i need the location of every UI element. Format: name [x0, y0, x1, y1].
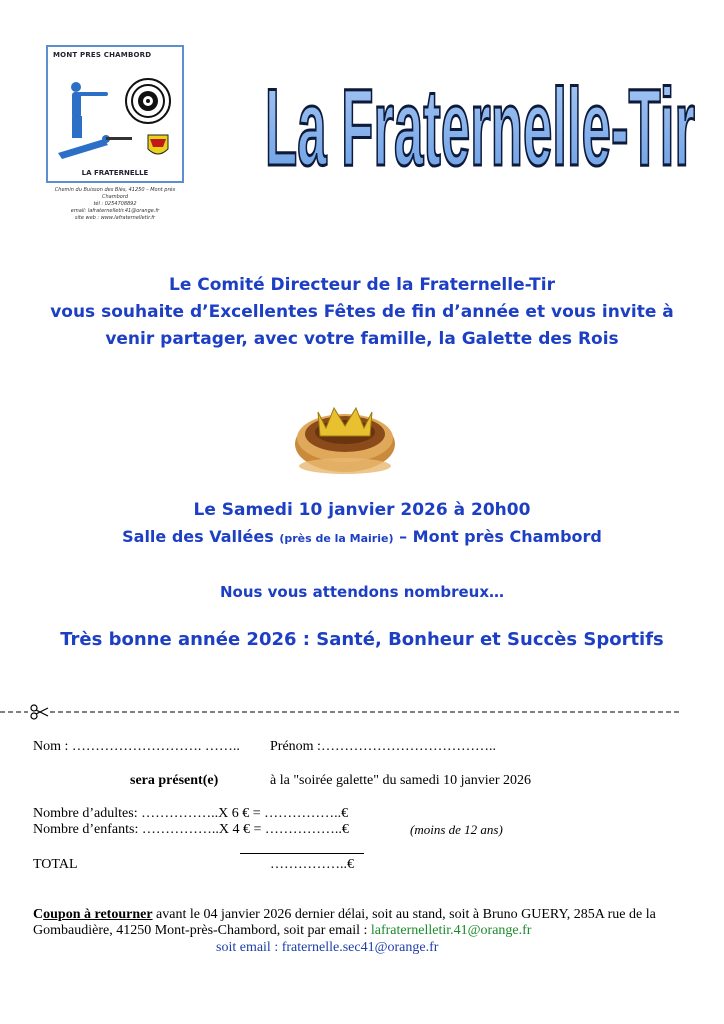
return-address-line	[33, 923, 531, 939]
info-address: Chemin du Buisson des Blés, 41250 – Mont près Chambord	[54, 187, 176, 200]
info-email: email: lafraternelletir.41@orange.fr	[70, 208, 160, 214]
address-text: Gombaudière, 41250 Mont-près-Chambord, soit par email :	[33, 923, 371, 938]
return-heading: oupon à retourner	[43, 907, 153, 922]
info-phone: tél : 0254708892	[93, 201, 137, 207]
page-title	[260, 40, 700, 210]
total-divider	[240, 853, 364, 854]
prone-shooter-icon	[58, 135, 132, 159]
intro-line-2: vous souhaite d’Excellentes Fêtes de fin d’année et vous invite à	[50, 302, 674, 322]
venue-town: – Mont près Chambord	[399, 527, 602, 546]
coat-of-arms-icon	[148, 135, 168, 154]
shooter-icon	[71, 82, 108, 138]
intro-message	[0, 272, 724, 353]
club-logo	[46, 45, 184, 183]
first-name-field: Prénom :………………………………..	[270, 739, 496, 754]
logo-top-text: MONT PRES CHAMBORD	[53, 51, 152, 59]
galette-des-rois-image	[290, 382, 400, 477]
return-initial: C	[33, 907, 44, 922]
intro-line-3: venir partager, avec votre famille, la Galette des Rois	[105, 329, 619, 349]
attendance-label: sera présent(e)	[130, 773, 219, 788]
total-label: TOTAL	[33, 857, 78, 872]
info-website: site web : www.lafraternelletir.fr	[74, 215, 156, 221]
cut-line	[0, 703, 724, 721]
event-date: Le Samedi 10 janvier 2026 à 20h00	[193, 500, 531, 520]
scissors-icon	[31, 705, 48, 719]
children-count-field: Nombre d’enfants: ……………..X 4 € = ……………..€	[33, 822, 349, 837]
club-contact-info	[46, 187, 184, 222]
logo-bottom-text: LA FRATERNELLE	[81, 169, 149, 177]
venue-note: (près de la Mairie)	[279, 532, 394, 545]
venue-name: Salle des Vallées	[122, 527, 274, 546]
email-link-2[interactable]: soit email : fraternelle.sec41@orange.fr	[216, 940, 439, 955]
return-instructions	[33, 906, 693, 923]
adults-count-field: Nombre d’adultes: ……………..X 6 € = ……………..€	[33, 806, 349, 821]
title-text: La Fraternelle-Tir	[265, 66, 695, 189]
shooter-target-emblem	[50, 61, 180, 165]
total-value: ……………..€	[270, 857, 354, 872]
target-icon	[126, 79, 170, 123]
email-link-1[interactable]: lafraternelletir.41@orange.fr	[370, 923, 532, 938]
name-field: Nom : ………………………. ……..	[33, 739, 240, 754]
event-venue	[0, 527, 724, 546]
new-year-wishes: Très bonne année 2026 : Santé, Bonheur et Succès Sportifs	[60, 629, 664, 650]
event-reference: à la "soirée galette" du samedi 10 janvier 2026	[270, 773, 532, 788]
intro-line-1: Le Comité Directeur de la Fraternelle-Tir	[169, 275, 555, 295]
children-age-note: (moins de 12 ans)	[410, 822, 503, 837]
return-text: avant le 04 janvier 2026 dernier délai, soit au stand, soit à Bruno GUERY, 285A rue de la	[152, 907, 656, 922]
attendons-message: Nous vous attendons nombreux…	[219, 583, 505, 601]
